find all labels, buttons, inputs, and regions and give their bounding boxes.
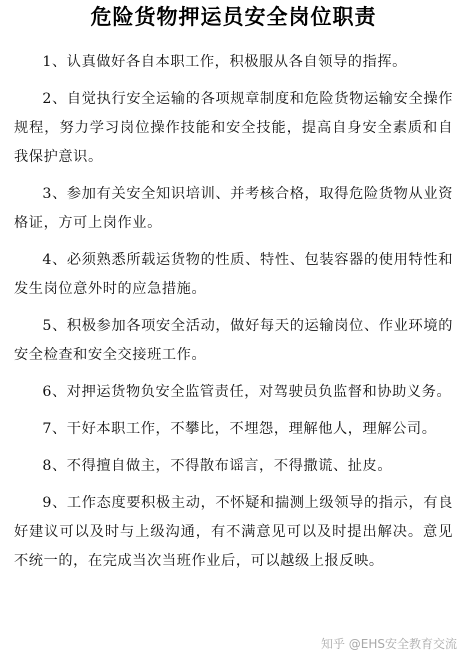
duty-item-7: 7、干好本职工作，不攀比，不埋怨，理解他人，理解公司。 (42, 421, 437, 437)
duty-item-2: 2、自觉执行安全运输的各项规章制度和危险货物运输安全操作规程，努力学习岗位操作技能和安全技能，提高自身安全素质和自我保护意识。 (14, 91, 453, 165)
zhihu-watermark: 知乎 @EHS安全教育交流 (320, 637, 457, 651)
duty-item-3: 3、参加有关安全知识培训、并考核合格，取得危险货物从业资格证，方可上岗作业。 (14, 186, 453, 231)
duty-item-6: 6、对押运货物负安全监管责任，对驾驶员负监督和协助义务。 (42, 384, 452, 400)
document-title: 危险货物押运员安全岗位职责 (90, 5, 377, 29)
duty-item-4: 4、必须熟悉所载运货物的性质、特性、包装容器的使用特性和发生岗位意外时的应急措施。 (14, 252, 453, 297)
duty-item-8: 8、不得擅自做主，不得散布谣言，不得撒谎、扯皮。 (42, 458, 393, 474)
duty-list (14, 48, 453, 576)
duty-item-1: 1、认真做好各自本职工作，积极服从各自领导的指挥。 (42, 54, 407, 70)
duty-item-9: 9、工作态度要积极主动，不怀疑和揣测上级领导的指示，有良好建议可以及时与上级沟通，有不满意见可以及时提出解决。意见不统一的，在完成当次当班作业后，可以越级上报反映。 (14, 495, 453, 569)
duty-item-5: 5、积极参加各项安全活动，做好每天的运输岗位、作业环境的安全检查和安全交接班工作。 (14, 318, 453, 363)
